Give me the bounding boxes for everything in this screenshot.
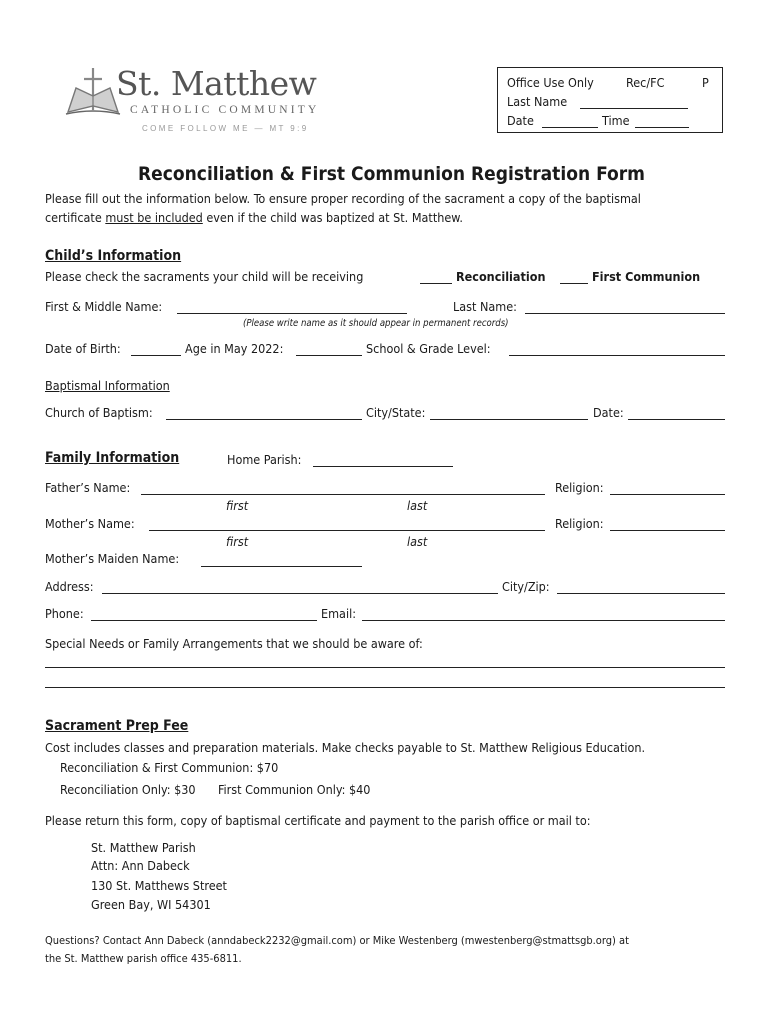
reconciliation-option: Reconciliation: [456, 269, 546, 284]
father-last-hint: last: [407, 498, 428, 513]
father-religion-field[interactable]: [610, 494, 725, 495]
mother-name-label: Mother’s Name:: [45, 516, 135, 531]
mailing-line-2: Attn: Ann Dabeck: [91, 858, 190, 873]
dob-field[interactable]: [131, 355, 181, 356]
office-date-label: Date: [507, 113, 534, 128]
logo-name: St. Matthew: [116, 64, 317, 103]
address-label: Address:: [45, 579, 94, 594]
office-time-label: Time: [602, 113, 630, 128]
logo-subtitle: CATHOLIC COMMUNITY: [130, 104, 320, 116]
mother-first-hint: first: [226, 534, 249, 549]
fee-description: Cost includes classes and preparation materials. Make checks payable to St. Matthew Religious Education.: [45, 740, 646, 755]
mailing-line-4: Green Bay, WI 54301: [91, 897, 211, 912]
father-first-hint: first: [226, 498, 249, 513]
first-communion-option: First Communion: [592, 269, 701, 284]
office-date-field[interactable]: [542, 127, 598, 128]
special-needs-line-1[interactable]: [45, 667, 725, 668]
first-middle-label: First & Middle Name:: [45, 299, 163, 314]
dob-label: Date of Birth:: [45, 341, 121, 356]
recfc-label: Rec/FC: [626, 75, 665, 90]
intro-text: certificate: [45, 210, 106, 225]
office-use-box: [497, 67, 723, 133]
email-label: Email:: [321, 606, 356, 621]
fee-first-communion-only: First Communion Only: $40: [218, 782, 371, 797]
baptism-date-field[interactable]: [628, 419, 725, 420]
phone-label: Phone:: [45, 606, 84, 621]
mailing-line-1: St. Matthew Parish: [91, 840, 196, 855]
fee-heading: Sacrament Prep Fee: [45, 718, 189, 734]
p-label: P: [702, 75, 709, 90]
school-field[interactable]: [509, 355, 725, 356]
return-instructions: Please return this form, copy of baptismal certificate and payment to the parish office or mail to:: [45, 813, 591, 828]
first-middle-field[interactable]: [177, 313, 407, 314]
age-label: Age in May 2022:: [185, 341, 284, 356]
office-time-field[interactable]: [635, 127, 689, 128]
baptism-date-label: Date:: [593, 405, 624, 420]
mother-religion-field[interactable]: [610, 530, 725, 531]
office-last-name-label: Last Name: [507, 94, 568, 109]
father-religion-label: Religion:: [555, 480, 604, 495]
intro-text-end: even if the child was baptized at St. Matthew.: [202, 210, 463, 225]
church-label: Church of Baptism:: [45, 405, 153, 420]
form-title: Reconciliation & First Communion Registration Form: [138, 163, 645, 185]
maiden-name-field[interactable]: [201, 566, 362, 567]
mother-religion-label: Religion:: [555, 516, 604, 531]
mailing-line-3: 130 St. Matthews Street: [91, 878, 227, 893]
sacrament-prompt: Please check the sacraments your child will be receiving: [45, 269, 364, 284]
phone-field[interactable]: [91, 620, 317, 621]
email-field[interactable]: [362, 620, 725, 621]
contact-line-2: the St. Matthew parish office 435-6811.: [45, 952, 242, 965]
fee-both: Reconciliation & First Communion: $70: [60, 760, 279, 775]
child-info-heading: Child’s Information: [45, 248, 182, 264]
first-communion-checkbox[interactable]: [560, 283, 588, 284]
reconciliation-checkbox[interactable]: [420, 283, 452, 284]
family-info-heading: Family Information: [45, 450, 180, 466]
name-note: (Please write name as it should appear in permanent records): [243, 318, 509, 329]
child-last-name-field[interactable]: [525, 313, 725, 314]
city-zip-label: City/Zip:: [502, 579, 550, 594]
intro-line-2: [45, 210, 463, 225]
cross-book-icon: [64, 66, 122, 122]
mother-name-field[interactable]: [149, 530, 545, 531]
baptism-heading: Baptismal Information: [45, 378, 170, 393]
special-needs-line-2[interactable]: [45, 687, 725, 688]
home-parish-field[interactable]: [313, 466, 453, 467]
intro-line-1: Please fill out the information below. To ensure proper recording of the sacrament a copy of the baptismal: [45, 191, 641, 206]
intro-emphasis: must be included: [105, 210, 203, 225]
child-last-name-label: Last Name:: [453, 299, 517, 314]
special-needs-label: Special Needs or Family Arrangements that we should be aware of:: [45, 636, 423, 651]
mother-last-hint: last: [407, 534, 428, 549]
church-field[interactable]: [166, 419, 362, 420]
logo-tagline: COME FOLLOW ME — MT 9:9: [142, 124, 309, 133]
age-field[interactable]: [296, 355, 362, 356]
office-last-name-field[interactable]: [580, 108, 688, 109]
maiden-name-label: Mother’s Maiden Name:: [45, 551, 180, 566]
fee-reconciliation-only: Reconciliation Only: $30: [60, 782, 196, 797]
father-name-label: Father’s Name:: [45, 480, 131, 495]
father-name-field[interactable]: [141, 494, 545, 495]
city-state-label: City/State:: [366, 405, 426, 420]
address-field[interactable]: [102, 593, 498, 594]
city-state-field[interactable]: [430, 419, 588, 420]
school-label: School & Grade Level:: [366, 341, 491, 356]
office-use-label: Office Use Only: [507, 75, 594, 90]
home-parish-label: Home Parish:: [227, 452, 302, 467]
contact-line-1: Questions? Contact Ann Dabeck (anndabeck2232@gmail.com) or Mike Westenberg (mwestenberg@stmattsgb.org) at: [45, 934, 629, 947]
city-zip-field[interactable]: [557, 593, 725, 594]
